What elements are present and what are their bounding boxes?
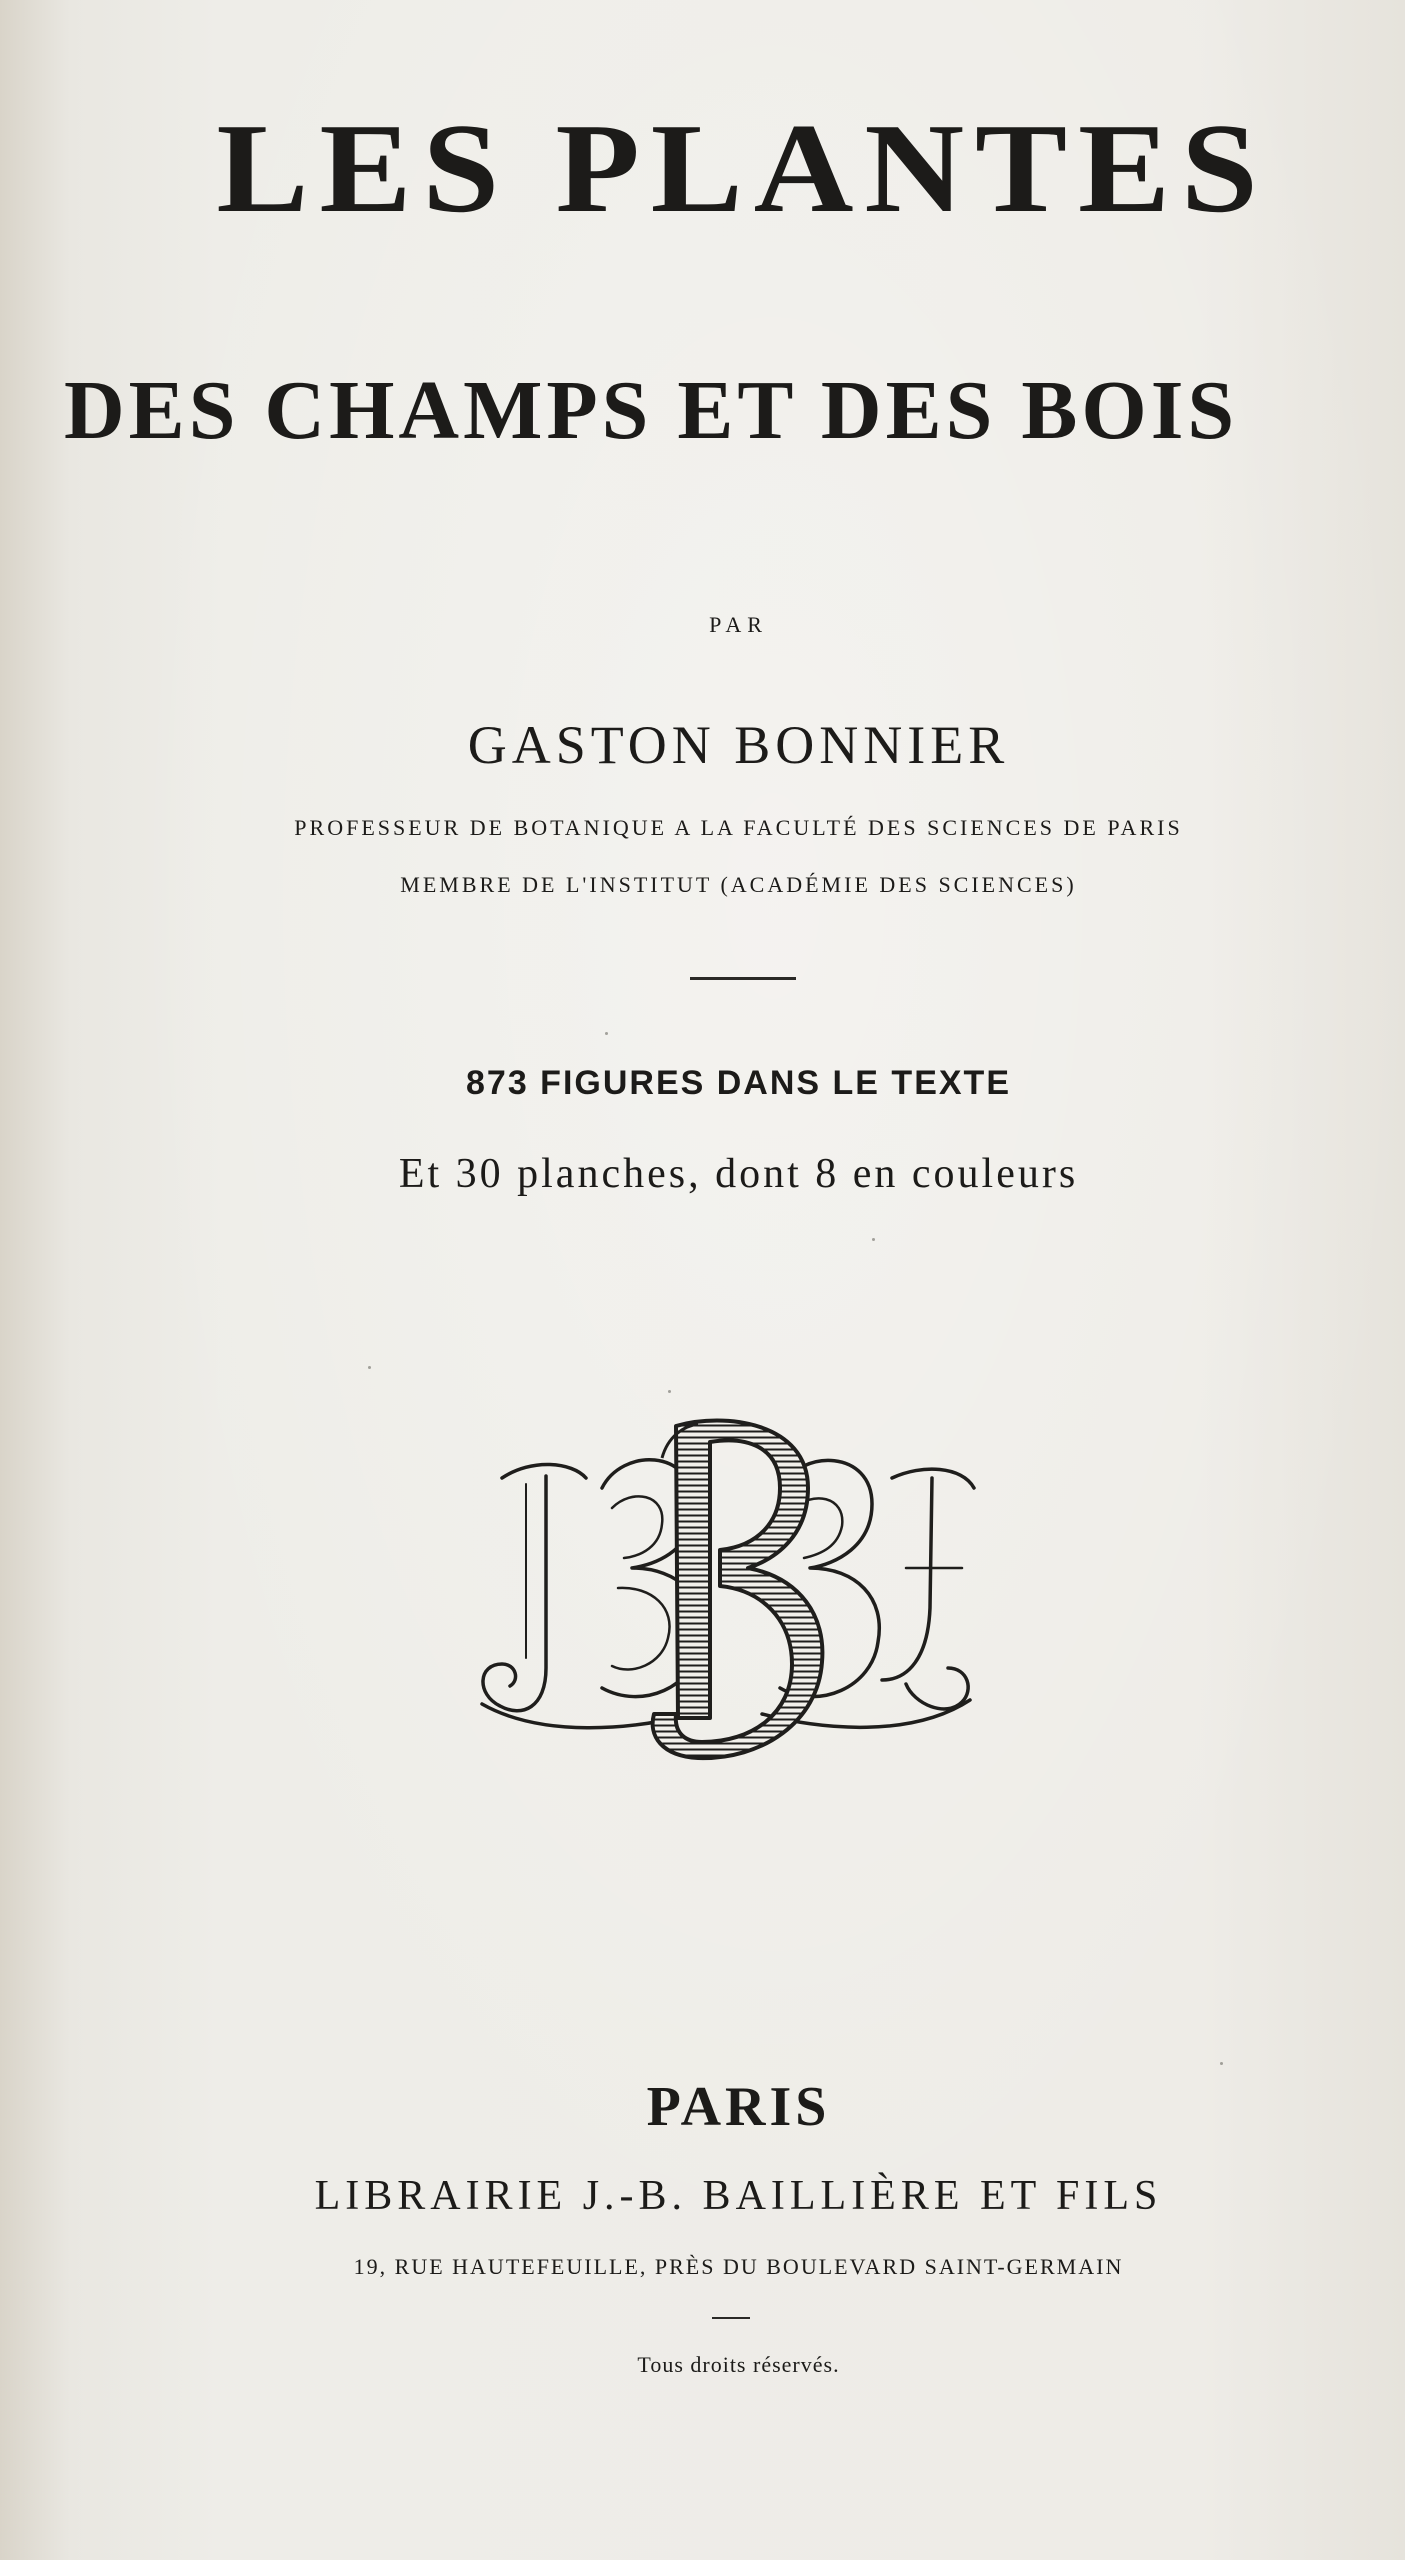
book-title: LES PLANTES xyxy=(216,97,1269,239)
paper-speck xyxy=(605,1032,608,1035)
publisher-name: LIBRAIRIE J.-B. BAILLIÈRE ET FILS xyxy=(314,2173,1163,2219)
paper-speck xyxy=(1220,2062,1223,2065)
figures-note: 873 FIGURES DANS LE TEXTE xyxy=(466,1064,1011,1102)
paper-speck xyxy=(368,1366,371,1369)
author-credential-institute: MEMBRE DE L'INSTITUT (ACADÉMIE DES SCIENCES) xyxy=(400,872,1077,897)
author-name: GASTON BONNIER xyxy=(467,715,1010,775)
publisher-address: 19, RUE HAUTEFEUILLE, PRÈS DU BOULEVARD SAINT-GERMAIN xyxy=(353,2254,1124,2279)
publication-city: PARIS xyxy=(646,2076,831,2138)
paper-speck xyxy=(668,1390,671,1393)
divider-rule xyxy=(690,977,796,980)
plates-note: Et 30 planches, dont 8 en couleurs xyxy=(398,1151,1079,1197)
publisher-monogram-icon xyxy=(462,1418,984,1764)
paper-speck xyxy=(872,1238,875,1241)
book-subtitle: DES CHAMPS ET DES BOIS xyxy=(64,364,1239,457)
divider-rule-small xyxy=(712,2317,750,2319)
author-credential-professor: PROFESSEUR DE BOTANIQUE A LA FACULTÉ DES SCIENCES DE PARIS xyxy=(294,815,1183,840)
rights-notice: Tous droits réservés. xyxy=(637,2352,840,2377)
by-label: PAR xyxy=(709,612,768,637)
